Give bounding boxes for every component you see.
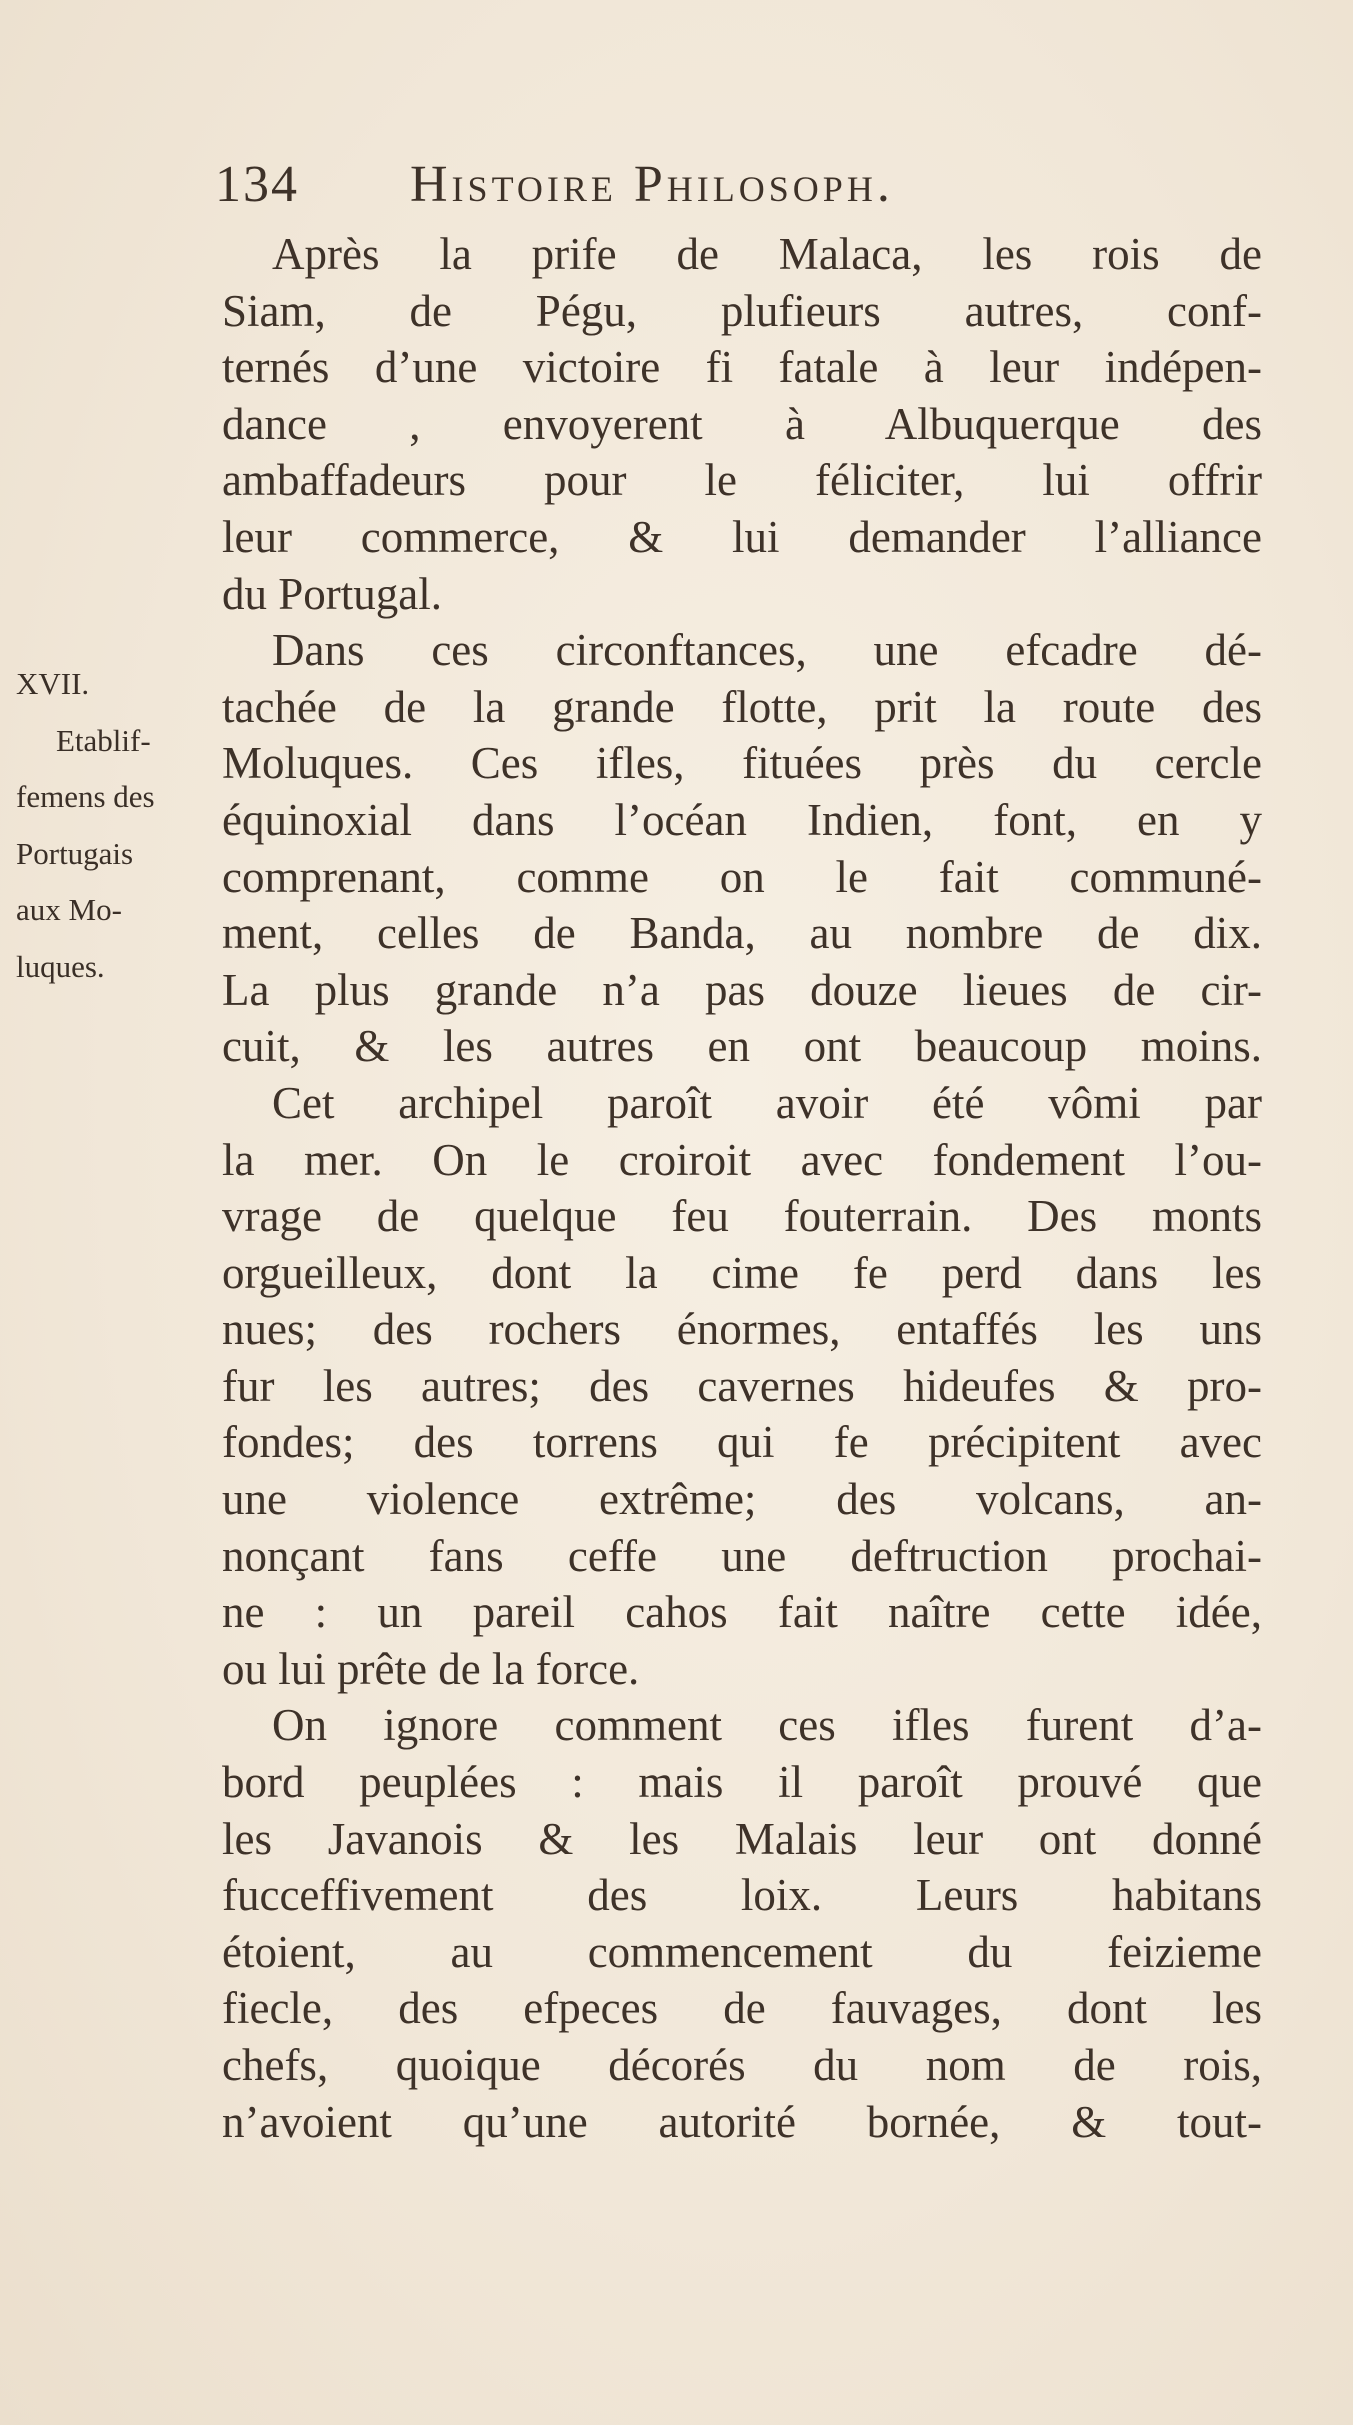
text-line: Moluques. Ces ifles, fituées près du cercle bbox=[222, 738, 1262, 789]
text-line: fiecle, des efpeces de fauvages, dont les bbox=[222, 1983, 1262, 2034]
text-line: fur les autres; des cavernes hideufes & pro- bbox=[222, 1360, 1262, 1411]
margin-note-line: Etablif- bbox=[56, 722, 151, 758]
text-line: ternés d’une victoire fi fatale à leur indépen- bbox=[222, 342, 1262, 393]
margin-note bbox=[16, 656, 221, 996]
page-number: 134 bbox=[215, 156, 299, 213]
text-line: chefs, quoique décorés du nom de rois, bbox=[222, 2040, 1262, 2090]
text-line: les Javanois & les Malais leur ont donné bbox=[222, 1813, 1262, 1864]
running-header bbox=[215, 150, 1265, 220]
text-line: dance , envoyerent à Albuquerque des bbox=[222, 398, 1262, 449]
text-line: Cet archipel paroît avoir été vômi par bbox=[272, 1077, 1262, 1128]
text-line: ambaffadeurs pour le féliciter, lui offrir bbox=[222, 455, 1262, 506]
text-line: tachée de la grande flotte, prit la route des bbox=[222, 681, 1262, 732]
margin-note-line: luques. bbox=[16, 948, 105, 984]
text-line: ne : un pareil cahos fait naître cette idée, bbox=[222, 1587, 1262, 1638]
text-line: ou lui prête de la force. bbox=[222, 1643, 640, 1694]
body-text bbox=[222, 226, 1262, 2150]
text-line: nues; des rochers énormes, entaffés les uns bbox=[222, 1304, 1262, 1355]
text-line: étoient, au commencement du feizieme bbox=[222, 1926, 1262, 1977]
text-line: Après la prife de Malaca, les rois de bbox=[272, 229, 1262, 279]
text-line: bord peuplées : mais il paroît prouvé que bbox=[222, 1757, 1262, 1808]
text-line: orgueilleux, dont la cime fe perd dans les bbox=[222, 1247, 1262, 1298]
text-line: fucceffivement des loix. Leurs habitans bbox=[222, 1870, 1262, 1921]
text-line: vrage de quelque feu fouterrain. Des monts bbox=[222, 1191, 1262, 1242]
text-line: la mer. On le croiroit avec fondement l’ou- bbox=[222, 1134, 1262, 1185]
text-line: Siam, de Pégu, plufieurs autres, conf- bbox=[222, 285, 1262, 336]
text-line: leur commerce, & lui demander l’alliance bbox=[222, 511, 1262, 562]
text-line: fondes; des torrens qui fe précipitent avec bbox=[222, 1417, 1262, 1468]
text-line: On ignore comment ces ifles furent d’a- bbox=[272, 1700, 1262, 1751]
text-line: cuit, & les autres en ont beaucoup moins. bbox=[222, 1021, 1262, 1072]
text-line: équinoxial dans l’océan Indien, font, en y bbox=[222, 794, 1262, 845]
text-line: une violence extrême; des volcans, an- bbox=[222, 1474, 1262, 1525]
margin-note-line: aux Mo- bbox=[16, 892, 122, 928]
text-line: Dans ces circonftances, une efcadre dé- bbox=[272, 625, 1262, 676]
text-line: ment, celles de Banda, au nombre de dix. bbox=[222, 908, 1262, 959]
text-line: nonçant fans ceffe une deftruction prochai- bbox=[222, 1530, 1262, 1581]
margin-note-line: Portugais bbox=[16, 835, 134, 871]
margin-note-line: femens des bbox=[16, 779, 155, 815]
text-line: comprenant, comme on le fait communé- bbox=[222, 851, 1262, 902]
text-line: La plus grande n’a pas douze lieues de cir- bbox=[222, 964, 1262, 1015]
text-line: du Portugal. bbox=[222, 568, 442, 619]
text-line: n’avoient qu’une autorité bornée, & tout- bbox=[222, 2096, 1262, 2147]
margin-note-line: XVII. bbox=[16, 666, 90, 701]
running-title: Histoire Philosoph. bbox=[410, 156, 894, 213]
